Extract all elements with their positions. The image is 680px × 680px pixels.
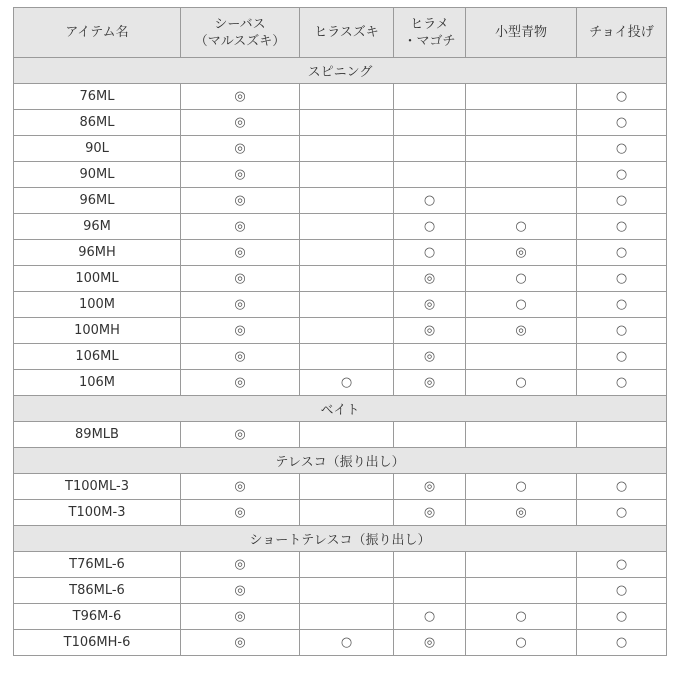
suitability-mark (466, 552, 577, 578)
suitability-mark: ○ (577, 136, 667, 162)
suitability-mark: ◎ (181, 552, 300, 578)
suitability-mark: ○ (577, 318, 667, 344)
section-row (14, 448, 667, 474)
suitability-mark: ○ (466, 266, 577, 292)
suitability-mark: ◎ (181, 266, 300, 292)
section-title: テレスコ（振り出し） (14, 448, 667, 474)
suitability-mark: ○ (466, 214, 577, 240)
suitability-mark: ○ (466, 630, 577, 656)
suitability-mark: ◎ (394, 344, 466, 370)
column-header-line: ヒラスズキ (314, 25, 379, 40)
item-name: T76ML-6 (14, 552, 181, 578)
column-header (577, 8, 667, 58)
table-row (14, 266, 667, 292)
suitability-mark: ◎ (466, 500, 577, 526)
suitability-mark: ○ (394, 240, 466, 266)
column-header-line: シーバス (214, 16, 266, 32)
suitability-mark (300, 500, 394, 526)
table-row (14, 604, 667, 630)
suitability-mark: ○ (577, 344, 667, 370)
suitability-mark: ◎ (394, 370, 466, 396)
suitability-mark (466, 422, 577, 448)
suitability-mark (300, 84, 394, 110)
suitability-mark: ◎ (181, 162, 300, 188)
suitability-mark (300, 578, 394, 604)
suitability-mark: ○ (466, 474, 577, 500)
table-row (14, 500, 667, 526)
suitability-mark (300, 318, 394, 344)
suitability-mark: ○ (577, 370, 667, 396)
item-name: 76ML (14, 84, 181, 110)
suitability-mark: ○ (577, 84, 667, 110)
suitability-mark: ○ (577, 552, 667, 578)
compatibility-table (13, 7, 667, 656)
suitability-mark (466, 84, 577, 110)
suitability-mark (300, 188, 394, 214)
suitability-mark (466, 578, 577, 604)
column-header (14, 8, 181, 58)
suitability-mark: ○ (577, 292, 667, 318)
suitability-mark (394, 578, 466, 604)
item-name: 100ML (14, 266, 181, 292)
table-row (14, 370, 667, 396)
table-row (14, 240, 667, 266)
suitability-mark: ◎ (394, 474, 466, 500)
suitability-mark (300, 552, 394, 578)
suitability-mark: ◎ (181, 136, 300, 162)
suitability-mark: ◎ (394, 500, 466, 526)
section-title: ベイト (14, 396, 667, 422)
table-row (14, 136, 667, 162)
suitability-mark (300, 474, 394, 500)
suitability-mark: ◎ (181, 370, 300, 396)
suitability-mark: ◎ (181, 214, 300, 240)
item-name: 106ML (14, 344, 181, 370)
suitability-mark (394, 136, 466, 162)
suitability-mark (466, 136, 577, 162)
suitability-mark: ◎ (181, 500, 300, 526)
suitability-mark (466, 162, 577, 188)
suitability-mark (466, 110, 577, 136)
table-row (14, 630, 667, 656)
item-name: 100M (14, 292, 181, 318)
suitability-mark: ○ (394, 214, 466, 240)
suitability-mark: ◎ (394, 292, 466, 318)
table-row (14, 578, 667, 604)
item-name: 96M (14, 214, 181, 240)
item-name: 96MH (14, 240, 181, 266)
section-title: スピニング (14, 58, 667, 84)
table-row (14, 292, 667, 318)
suitability-mark (300, 422, 394, 448)
suitability-mark (300, 292, 394, 318)
suitability-mark: ◎ (181, 344, 300, 370)
table-row (14, 110, 667, 136)
suitability-mark (394, 422, 466, 448)
suitability-mark: ◎ (181, 630, 300, 656)
table-row (14, 552, 667, 578)
section-row (14, 526, 667, 552)
column-header (300, 8, 394, 58)
item-name: T106MH-6 (14, 630, 181, 656)
suitability-mark (394, 552, 466, 578)
suitability-mark (300, 604, 394, 630)
suitability-mark: ◎ (181, 84, 300, 110)
suitability-mark: ○ (466, 292, 577, 318)
item-name: T100M-3 (14, 500, 181, 526)
item-name: 100MH (14, 318, 181, 344)
item-name: 106M (14, 370, 181, 396)
item-name: T96M-6 (14, 604, 181, 630)
item-name: T100ML-3 (14, 474, 181, 500)
item-name: 90L (14, 136, 181, 162)
suitability-mark: ○ (577, 162, 667, 188)
suitability-mark: ○ (577, 630, 667, 656)
suitability-mark: ◎ (394, 318, 466, 344)
suitability-mark: ○ (577, 266, 667, 292)
suitability-mark: ○ (577, 214, 667, 240)
suitability-mark: ◎ (181, 422, 300, 448)
table-row (14, 344, 667, 370)
suitability-mark: ◎ (181, 474, 300, 500)
suitability-mark: ○ (577, 188, 667, 214)
suitability-mark: ◎ (181, 110, 300, 136)
section-row (14, 396, 667, 422)
table-row (14, 162, 667, 188)
suitability-mark: ○ (394, 604, 466, 630)
suitability-mark (300, 162, 394, 188)
suitability-mark (300, 136, 394, 162)
column-header (394, 8, 466, 58)
suitability-mark: ◎ (181, 240, 300, 266)
table-row (14, 214, 667, 240)
suitability-mark: ○ (394, 188, 466, 214)
suitability-mark: ◎ (466, 240, 577, 266)
suitability-mark (300, 344, 394, 370)
suitability-mark: ◎ (394, 266, 466, 292)
column-header-line: （マルスズキ） (194, 33, 286, 49)
column-header-line: ・マゴチ (403, 33, 456, 49)
column-header-line: アイテム名 (65, 25, 129, 40)
column-header-line: 小型青物 (494, 25, 547, 40)
suitability-mark (300, 214, 394, 240)
column-header (181, 8, 300, 58)
column-header-line: ヒラメ (410, 16, 449, 32)
suitability-mark (466, 344, 577, 370)
section-row (14, 58, 667, 84)
suitability-mark: ○ (300, 370, 394, 396)
suitability-mark: ◎ (181, 318, 300, 344)
table-row (14, 474, 667, 500)
table-row (14, 84, 667, 110)
suitability-mark: ◎ (181, 188, 300, 214)
suitability-mark: ○ (577, 110, 667, 136)
suitability-mark: ○ (577, 500, 667, 526)
column-header-line: チョイ投げ (589, 25, 654, 40)
suitability-mark: ○ (577, 474, 667, 500)
suitability-mark (577, 422, 667, 448)
suitability-mark (394, 162, 466, 188)
item-name: 86ML (14, 110, 181, 136)
table-body (14, 58, 667, 656)
suitability-mark (466, 188, 577, 214)
suitability-mark (300, 110, 394, 136)
suitability-mark: ○ (577, 604, 667, 630)
suitability-mark: ◎ (466, 318, 577, 344)
header-row (14, 8, 667, 58)
item-name: 90ML (14, 162, 181, 188)
suitability-mark: ○ (466, 604, 577, 630)
section-title: ショートテレスコ（振り出し） (14, 526, 667, 552)
suitability-mark (300, 266, 394, 292)
suitability-mark (394, 110, 466, 136)
suitability-mark: ○ (466, 370, 577, 396)
suitability-mark: ○ (577, 240, 667, 266)
suitability-mark: ◎ (394, 630, 466, 656)
item-name: T86ML-6 (14, 578, 181, 604)
suitability-mark: ◎ (181, 604, 300, 630)
suitability-mark: ◎ (181, 578, 300, 604)
table-row (14, 188, 667, 214)
suitability-mark: ○ (577, 578, 667, 604)
column-header (466, 8, 577, 58)
suitability-mark: ○ (300, 630, 394, 656)
suitability-mark (300, 240, 394, 266)
suitability-mark: ◎ (181, 292, 300, 318)
suitability-mark (394, 84, 466, 110)
table-row (14, 422, 667, 448)
item-name: 96ML (14, 188, 181, 214)
item-name: 89MLB (14, 422, 181, 448)
table-row (14, 318, 667, 344)
